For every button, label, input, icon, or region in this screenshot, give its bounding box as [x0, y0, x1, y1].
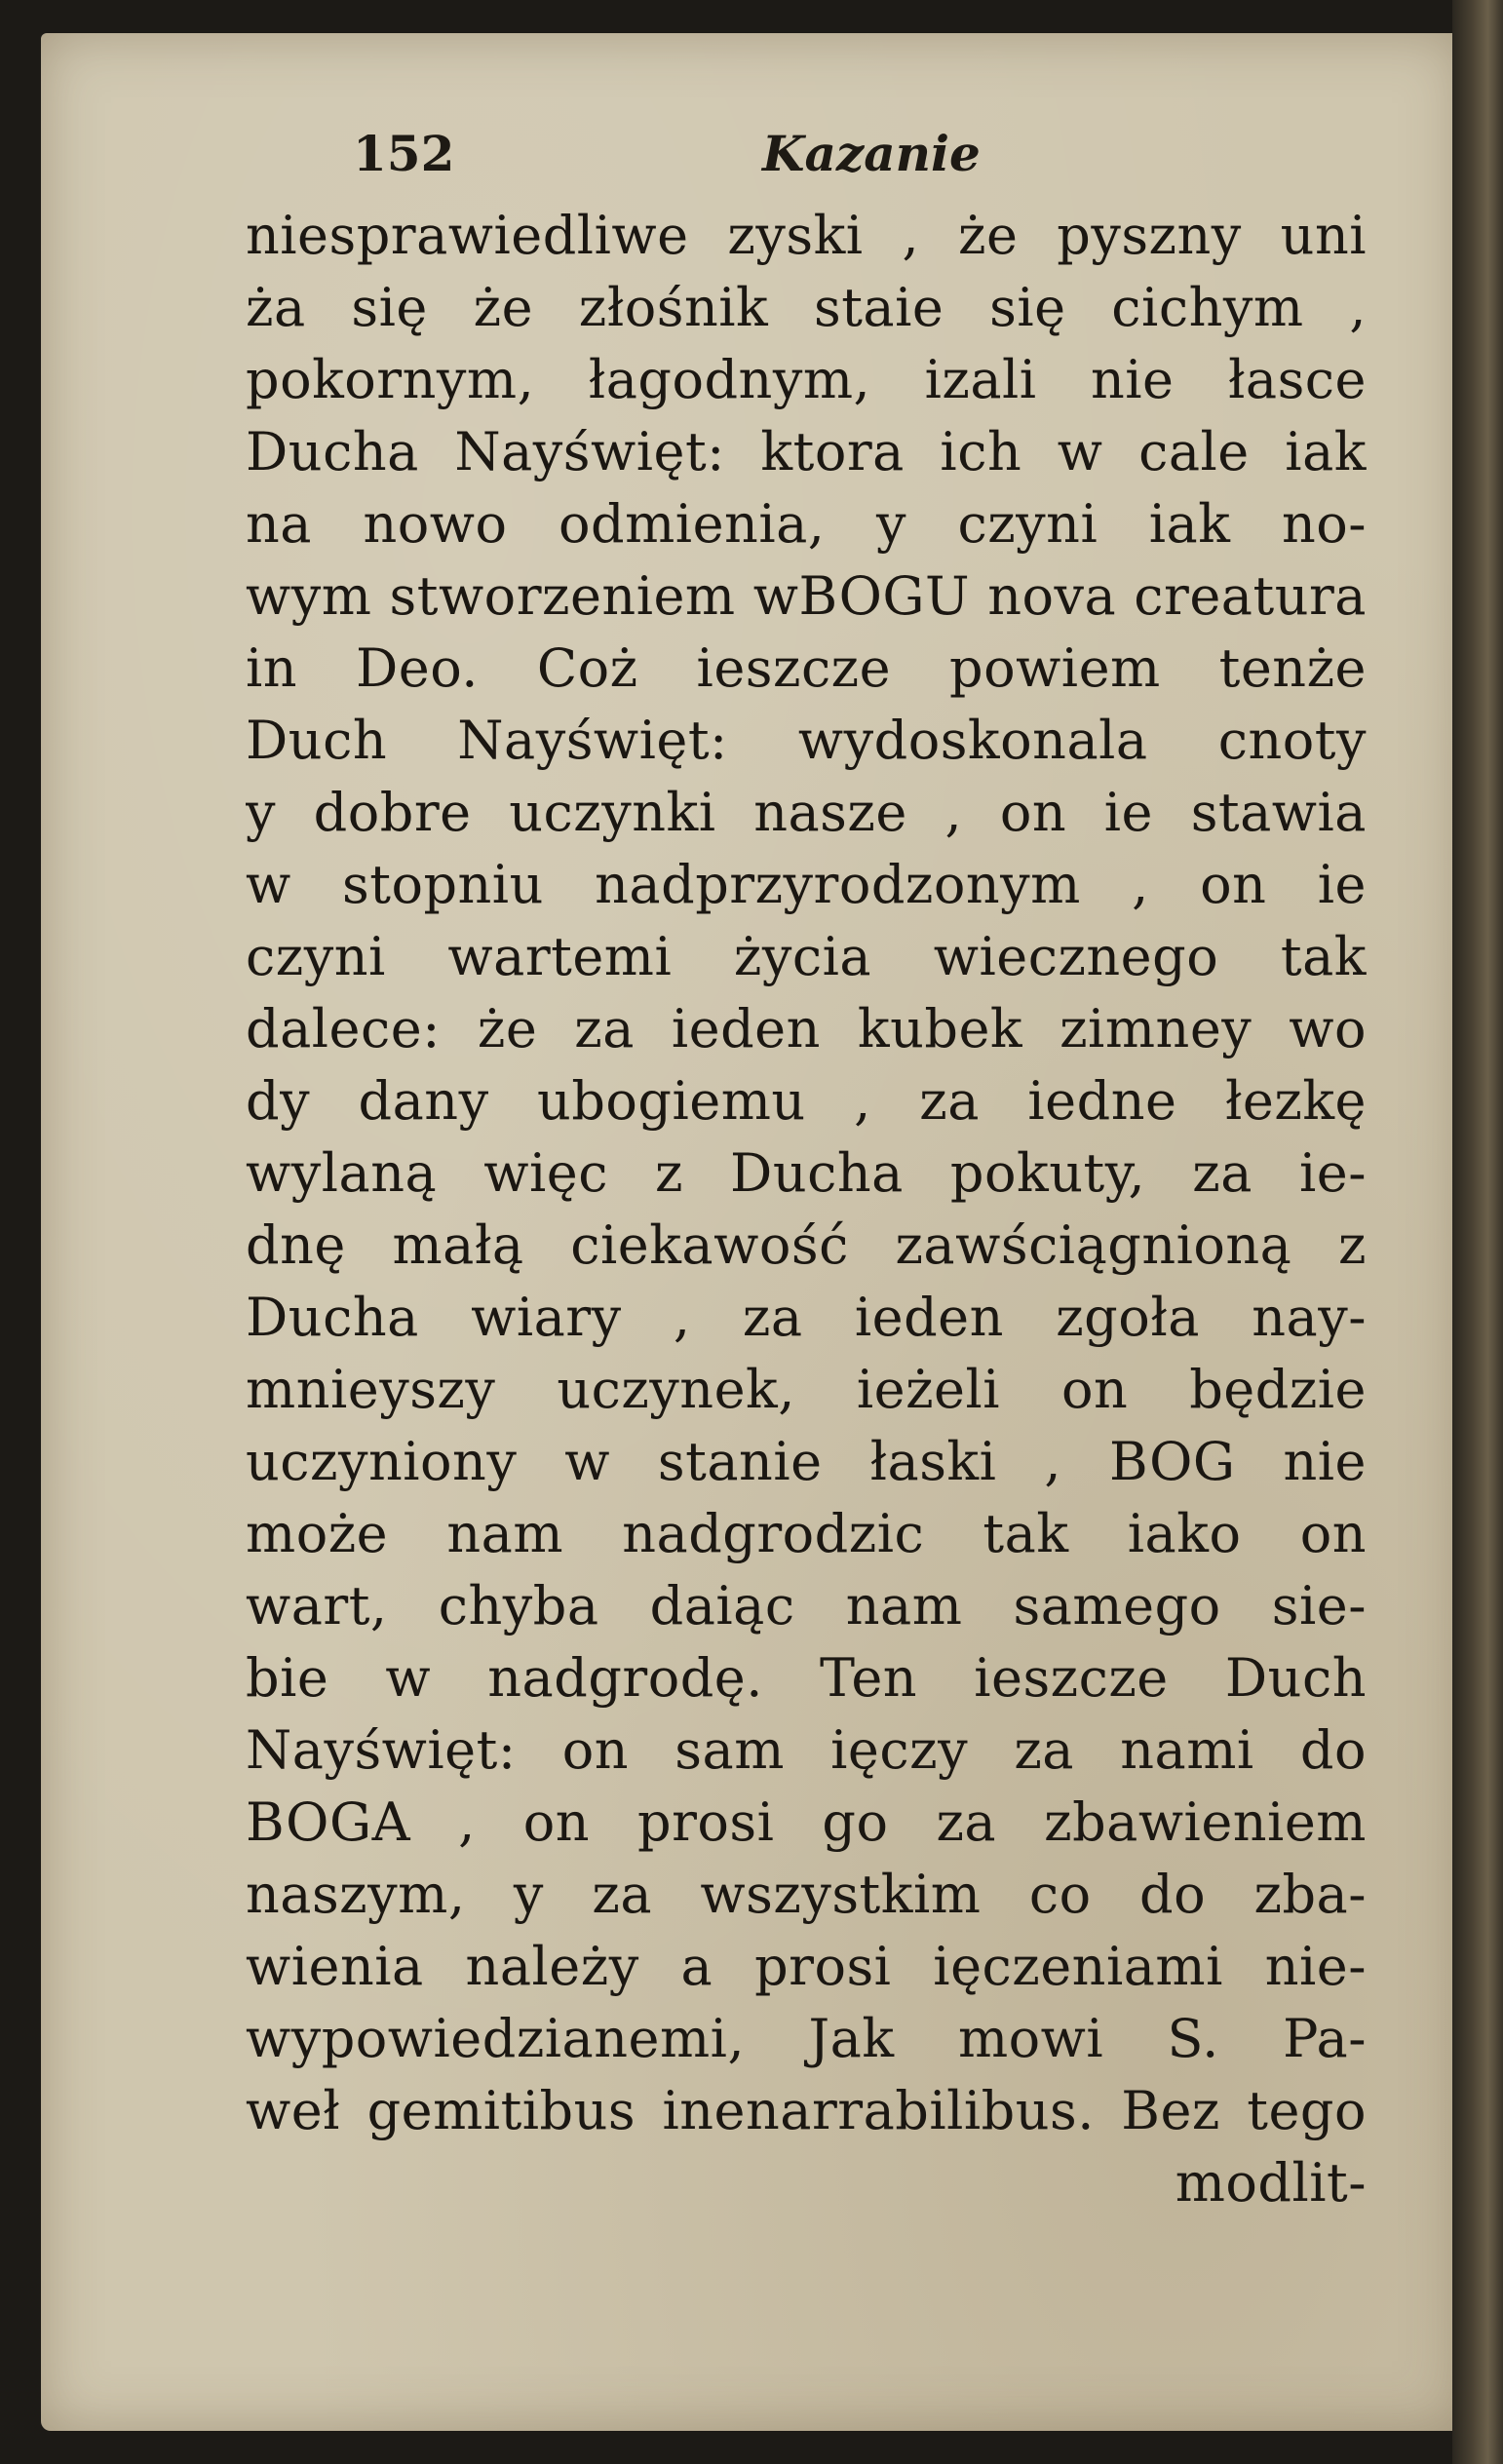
text-line: ża się że złośnik staie się cichym ,	[246, 277, 1367, 338]
text-line: w stopniu nadprzyrodzonym , on ie	[246, 854, 1367, 915]
text-line: uczyniony w stanie łaski , BOG nie	[246, 1431, 1367, 1492]
text-line: weł gemitibus inenarrabilibus. Bez tego	[246, 2080, 1367, 2141]
text-line: mnieyszy uczynek, ieżeli on będzie	[246, 1359, 1367, 1420]
text-line: Ducha wiary , za ieden zgoła nay-	[246, 1287, 1367, 1348]
body-text	[246, 200, 1367, 2219]
page-header	[353, 125, 981, 193]
text-line: dy dany ubogiemu , za iedne łezkę	[246, 1070, 1367, 1132]
text-line: wart, chyba daiąc nam samego sie-	[246, 1575, 1367, 1636]
text-line: wym stworzeniem wBOGU nova creatura	[246, 565, 1367, 627]
text-line: Duch Nayświęt: wydoskonala cnoty	[246, 710, 1367, 771]
text-line: niesprawiedliwe zyski , że pyszny uni	[246, 205, 1367, 266]
text-line: dalece: że za ieden kubek zimney wo	[246, 998, 1367, 1059]
text-line: czyni wartemi życia wiecznego tak	[246, 926, 1367, 987]
running-head: Kazanie	[762, 125, 981, 182]
text-line: bie w nadgrodę. Ten ieszcze Duch	[246, 1647, 1367, 1709]
text-line: Ducha Nayświęt: ktora ich w cale iak	[246, 421, 1367, 482]
catchword: modlit-	[1175, 2152, 1367, 2214]
binding-gutter	[1452, 0, 1503, 2464]
text-line: in Deo. Coż ieszcze powiem tenże	[246, 637, 1367, 699]
text-line: BOGA , on prosi go za zbawieniem	[246, 1791, 1367, 1853]
text-line: wylaną więc z Ducha pokuty, za ie-	[246, 1142, 1367, 1204]
text-line: y dobre uczynki nasze , on ie stawia	[246, 782, 1367, 843]
page-number: 152	[353, 125, 455, 182]
text-line: Nayświęt: on sam ięczy za nami do	[246, 1719, 1367, 1781]
text-line: dnę małą ciekawość zawściągnioną z	[246, 1214, 1367, 1276]
text-line: wienia należy a prosi ięczeniami nie-	[246, 1936, 1367, 1997]
text-line: naszym, y za wszystkim co do zba-	[246, 1864, 1367, 1925]
text-line: wypowiedzianemi, Jak mowi S. Pa-	[246, 2008, 1367, 2069]
text-line: może nam nadgrodzic tak iako on	[246, 1503, 1367, 1564]
text-line: pokornym, łagodnym, izali nie łasce	[246, 349, 1367, 410]
text-line: na nowo odmienia, y czyni iak no-	[246, 493, 1367, 555]
